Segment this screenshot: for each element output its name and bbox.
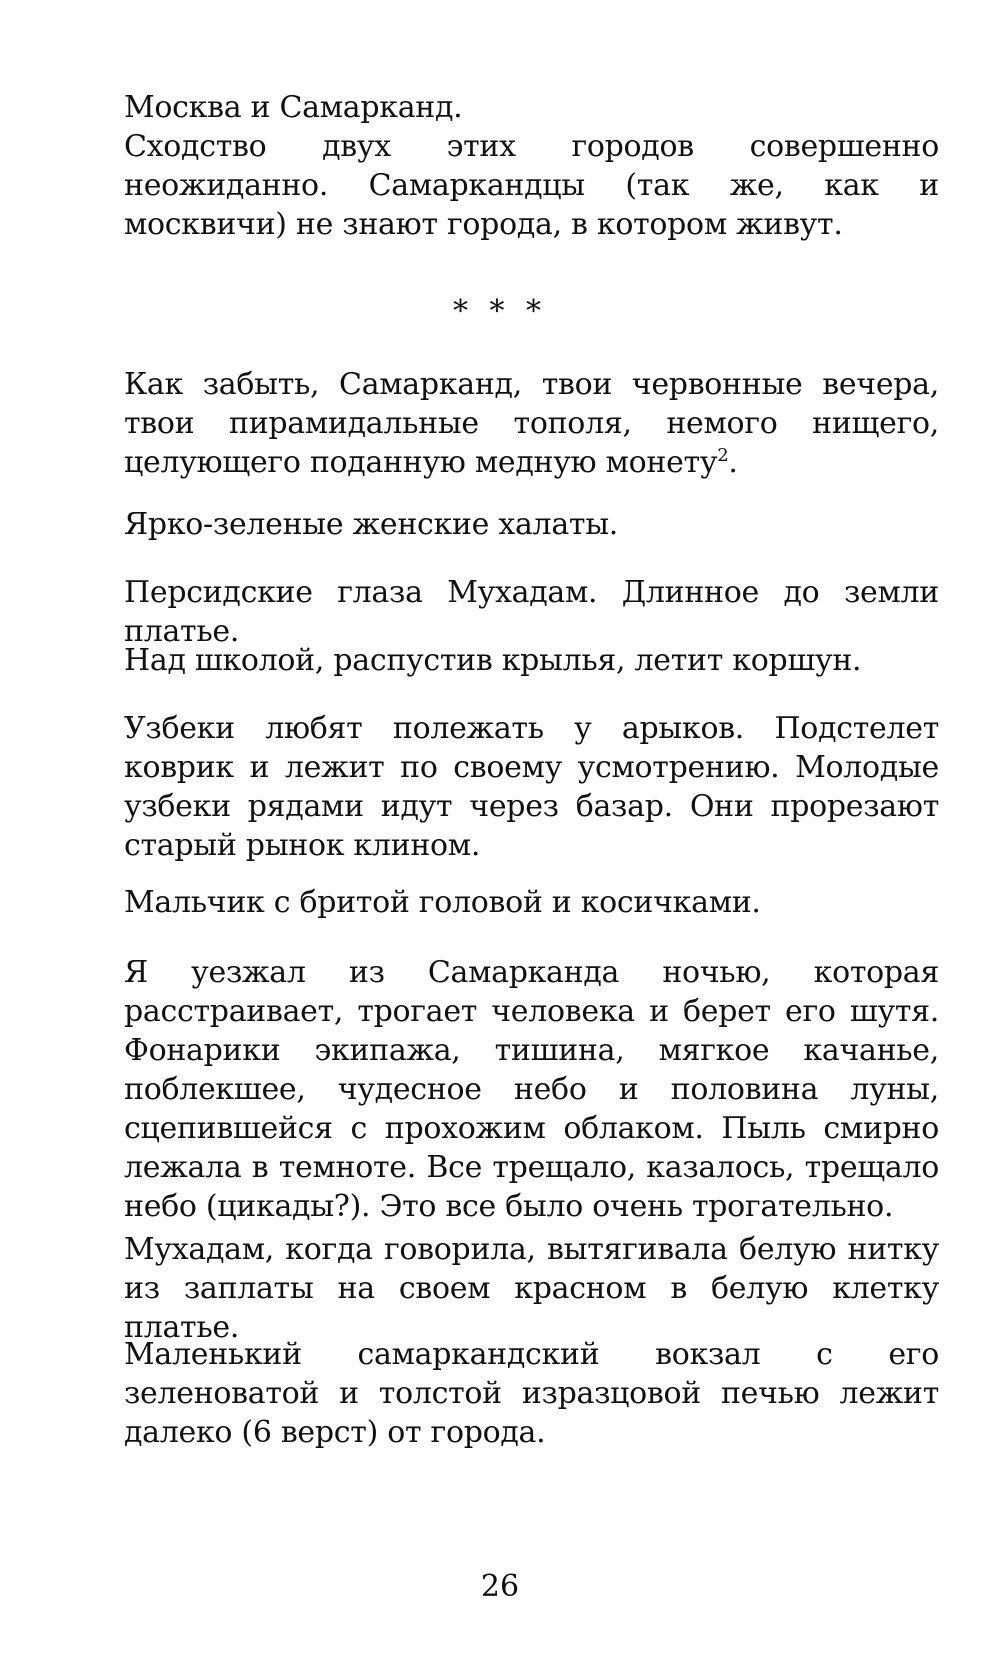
paragraph-boy: Мальчик с бритой головой и косичками. [124,885,761,920]
paragraph-uzbeks: Узбеки любят полежать у арыков. Подстелет коврик и лежит по своему усмотрению. Молодые узбеки рядами идут через базар. Они прорезают старый рынок клином. [124,711,939,863]
paragraph-moscow-samarkand: Москва и Самарканд. Сходство двух этих городов совершенно неожиданно. Самаркандцы (так же, как и москвичи) не знают города, в котором живут. [124,90,939,242]
page-number: 26 [480,1569,520,1604]
paragraph-kite: Над школой, распустив крылья, летит коршун. [124,643,862,678]
paragraph-how-to-forget-tail: . [728,445,738,480]
paragraph-leaving-at-night: Я уезжал из Самарканда ночью, которая расстраивает, трогает человека и берет его шутя. Фонарики экипажа, тишина, мягкое качанье, поблекшее, чудесное небо и половина луны, сцепившейся с прохожим облаком. Пыль смирно лежала в темноте. Все трещало, казалось, трещало небо (цикады?). Это все было очень трогательно. [124,955,939,1224]
paragraph-how-to-forget [124,365,939,482]
paragraph-how-to-forget-text: Как забыть, Самарканд, твои червонные вечера, твои пирамидальные тополя, немого нищего, целующего поданную медную монету [124,367,939,480]
paragraph-station: Маленький самаркандский вокзал с его зеленоватой и толстой изразцовой печью лежит далеко (6 верст) от города. [124,1337,939,1450]
section-separator: * * * [452,294,548,329]
footnote-reference: 2 [717,445,729,466]
paragraph-mukhadam-thread: Мухадам, когда говорила, вытягивала белую нитку из заплаты на своем красном в белую клетку платье. [124,1232,939,1345]
paragraph-persian-eyes: Персидские глаза Мухадам. Длинное до земли платье. [124,575,939,649]
paragraph-robes: Ярко-зеленые женские халаты. [124,507,619,542]
